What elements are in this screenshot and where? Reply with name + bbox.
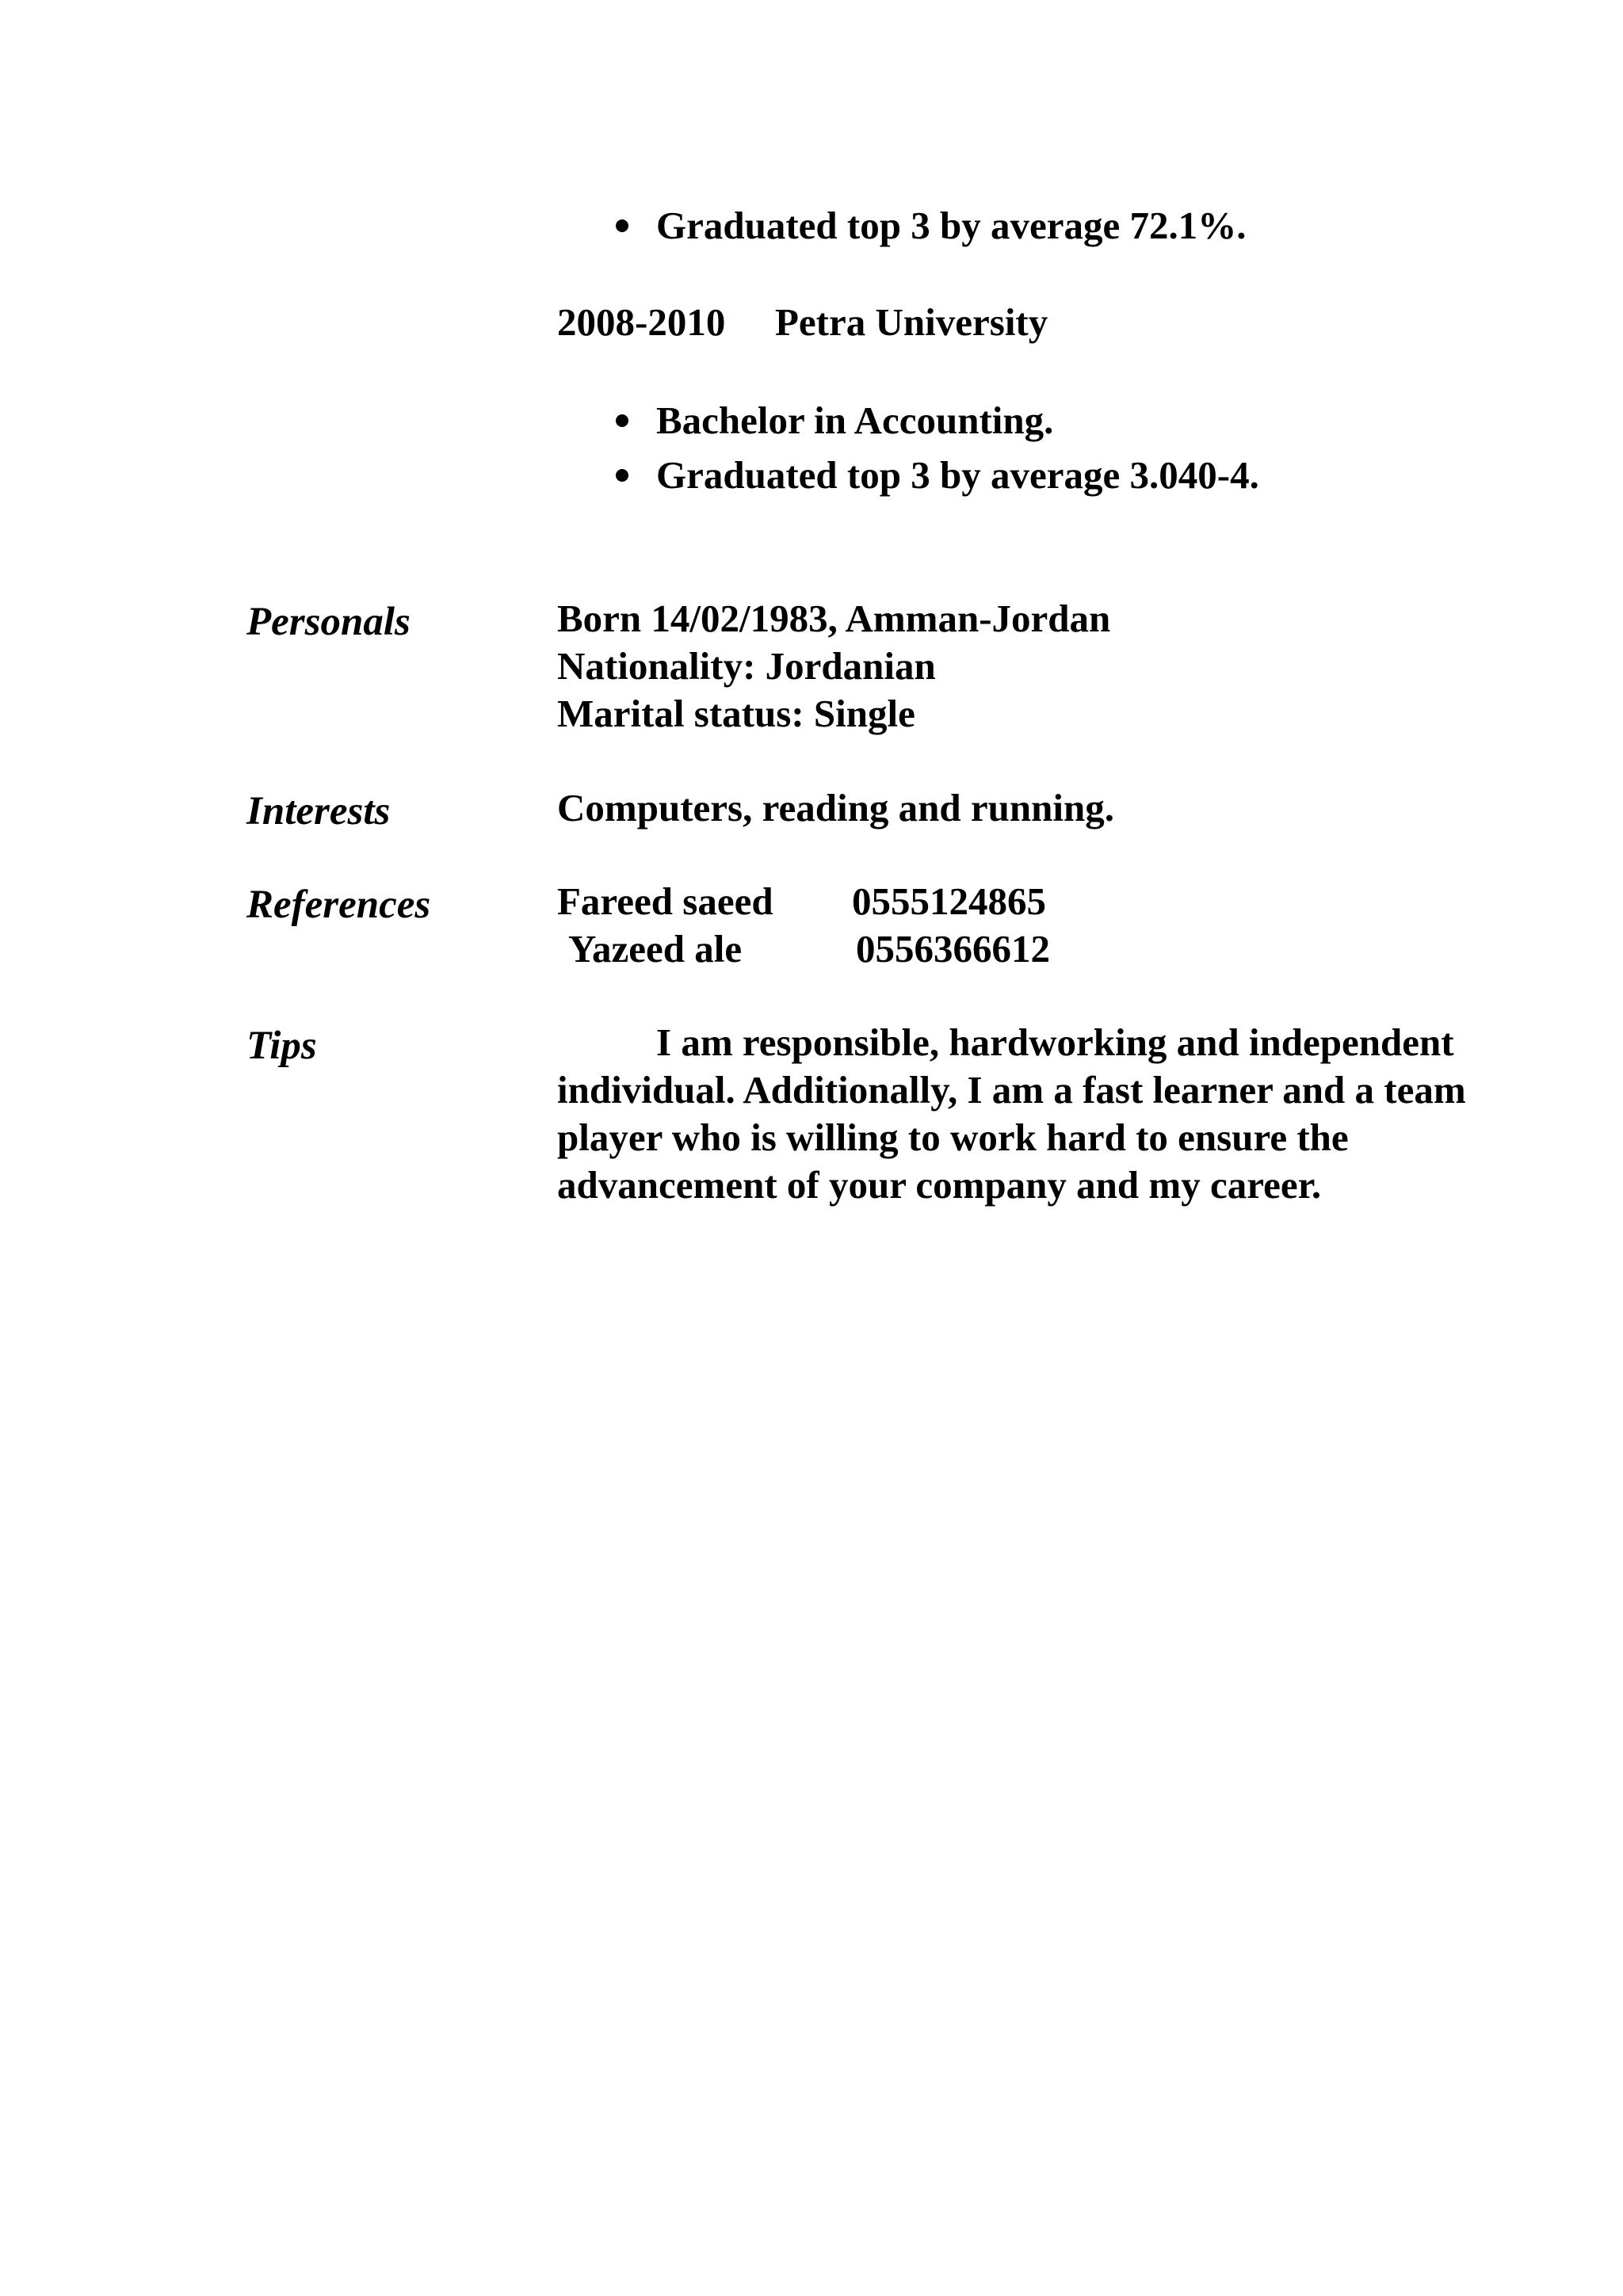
section-label-personals: Personals	[246, 600, 411, 644]
personals-born: Born 14/02/1983, Amman-Jordan	[557, 597, 1111, 640]
personals-nationality: Nationality: Jordanian	[557, 644, 936, 688]
section-label-tips: Tips	[246, 1024, 317, 1068]
section-label-references: References	[246, 883, 431, 927]
bullet-icon	[616, 219, 628, 232]
reference-name: Yazeed ale	[568, 927, 743, 971]
section-label-interests: Interests	[246, 789, 391, 833]
reference-phone: 0555124865	[852, 879, 1046, 923]
education-years: 2008-2010	[557, 300, 726, 344]
education-prev-bullet: Graduated top 3 by average 72.1%.	[656, 204, 1247, 247]
reference-name: Fareed saeed	[557, 879, 773, 923]
personals-marital-status: Marital status: Single	[557, 692, 915, 735]
education-bullet-degree: Bachelor in Accounting.	[656, 399, 1054, 442]
bullet-icon	[616, 414, 628, 427]
reference-phone: 0556366612	[856, 927, 1050, 971]
interests-text: Computers, reading and running.	[557, 786, 1114, 830]
education-bullet-average: Graduated top 3 by average 3.040-4.	[656, 453, 1259, 497]
education-institution: Petra University	[775, 300, 1048, 344]
bullet-icon	[616, 469, 628, 482]
tips-paragraph: I am responsible, hardworking and independent individual. Additionally, I am a fast learner and a team player who is willing to work hard to ensure the advancement of your company and my career.	[557, 1020, 1466, 1207]
